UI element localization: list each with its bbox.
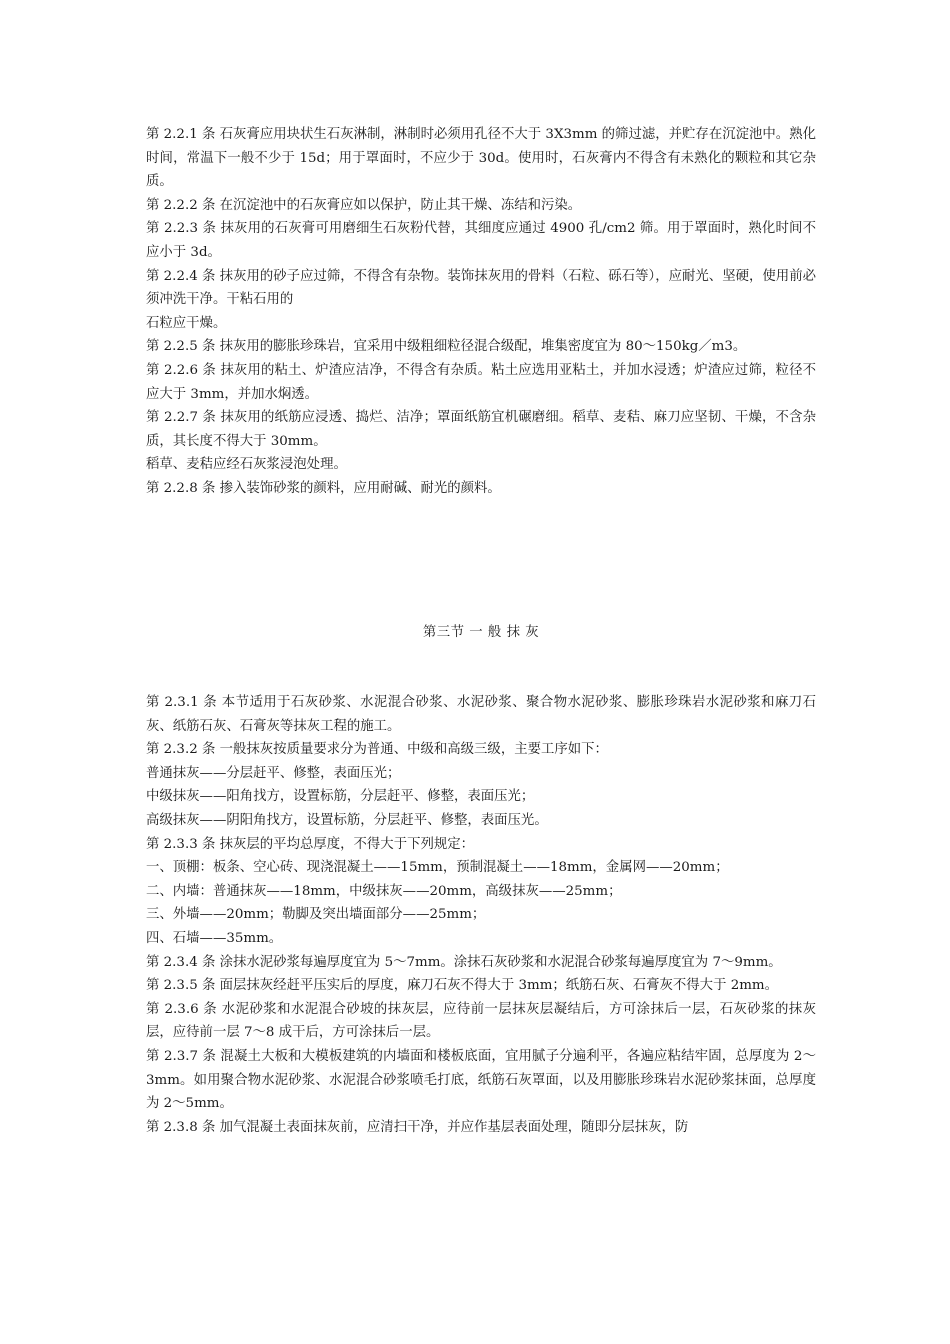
clause-2-2-1: 第 2.2.1 条 石灰膏应用块状生石灰淋制，淋制时必须用孔径不大于 3X3mm 的筛过滤，并贮存在沉淀池中。熟化时间，常温下一般不少于 15d；用于罩面时，不应少于 30d。使用时，石灰膏内不得含有未熟化的颗粒和其它杂质。 bbox=[146, 127, 816, 190]
thickness-stone-wall: 四、石墙——35mm。 bbox=[146, 930, 283, 946]
section-2-3-body bbox=[146, 691, 816, 1139]
clause-2-2-8: 第 2.2.8 条 掺入装饰砂浆的颜料，应用耐碱、耐光的颜料。 bbox=[146, 480, 501, 496]
thickness-ceiling: 一、顶棚：板条、空心砖、现浇混凝土——15mm，预制混凝土——18mm，金属网——20mm； bbox=[146, 860, 729, 876]
clause-2-2-2: 第 2.2.2 条 在沉淀池中的石灰膏应如以保护，防止其干燥、冻结和污染。 bbox=[146, 197, 582, 213]
thickness-exterior-wall: 三、外墙——20mm；勒脚及突出墙面部分——25mm； bbox=[146, 907, 486, 923]
clause-2-3-4: 第 2.3.4 条 涂抹水泥砂浆每遍厚度宜为 5～7mm。涂抹石灰砂浆和水泥混合砂浆每遍厚度宜为 7～9mm。 bbox=[146, 954, 782, 970]
clause-2-3-1: 第 2.3.1 条 本节适用于石灰砂浆、水泥混合砂浆、水泥砂浆、聚合物水泥砂浆、膨胀珍珠岩水泥砂浆和麻刀石灰、纸筋石灰、石膏灰等抹灰工程的施工。 bbox=[146, 695, 816, 734]
clause-2-3-3: 第 2.3.3 条 抹灰层的平均总厚度，不得大于下列规定： bbox=[146, 836, 475, 852]
section-2-2-body bbox=[146, 123, 816, 501]
clause-2-2-7: 第 2.2.7 条 抹灰用的纸筋应浸透、捣烂、洁净；罩面纸筋宜机碾磨细。稻草、麦秸、麻刀应坚韧、干燥，不含杂质，其长度不得大于 30mm。 bbox=[146, 410, 816, 449]
clause-2-3-2: 第 2.3.2 条 一般抹灰按质量要求分为普通、中级和高级三级，主要工序如下： bbox=[146, 742, 608, 758]
clause-2-2-5: 第 2.2.5 条 抹灰用的膨胀珍珠岩，宜采用中级粗细粒径混合级配，堆集密度宜为 80～150kg／m3。 bbox=[146, 339, 747, 355]
clause-2-3-6: 第 2.3.6 条 水泥砂浆和水泥混合砂坡的抹灰层，应待前一层抹灰层凝结后，方可涂抹后一层，石灰砂浆的抹灰层，应待前一层 7～8 成干后，方可涂抹后一层。 bbox=[146, 1001, 816, 1041]
grade-high: 高级抹灰——阴阳角找方，设置标筋，分层赶平、修整，表面压光。 bbox=[146, 812, 548, 828]
clause-2-3-5: 第 2.3.5 条 面层抹灰经赶平压实后的厚度，麻刀石灰不得大于 3mm；纸筋石灰、石膏灰不得大于 2mm。 bbox=[146, 978, 779, 994]
grade-medium: 中级抹灰——阳角找方，设置标筋，分层赶平、修整，表面压光； bbox=[146, 789, 535, 805]
clause-2-3-7: 第 2.3.7 条 混凝土大板和大模板建筑的内墙面和楼板底面，宜用腻子分遍利平，各遍应粘结牢固，总厚度为 2～3mm。如用聚合物水泥砂浆、水泥混合砂浆喷毛打底，纸筋石灰罩面，以及用膨胀珍珠岩水泥砂浆抹面，总厚度为 2～5mm。 bbox=[146, 1048, 816, 1112]
clause-2-2-4: 第 2.2.4 条 抹灰用的砂子应过筛，不得含有杂物。装饰抹灰用的骨料（石粒、砾石等），应耐光、坚硬，使用前必须冲洗干净。干粘石用的 bbox=[146, 268, 816, 308]
clause-2-2-7-continued: 稻草、麦秸应经石灰浆浸泡处理。 bbox=[146, 457, 347, 473]
grade-normal: 普通抹灰——分层赶平、修整，表面压光； bbox=[146, 765, 401, 781]
clause-2-2-4-continued: 石粒应干燥。 bbox=[146, 315, 227, 331]
clause-2-2-3: 第 2.2.3 条 抹灰用的石灰膏可用磨细生石灰粉代替，其细度应通过 4900 孔/cm2 筛。用于罩面时，熟化时间不应小于 3d。 bbox=[146, 221, 816, 260]
clause-2-2-6: 第 2.2.6 条 抹灰用的粘土、炉渣应洁净，不得含有杂质。粘土应选用亚粘土，并加水浸透；炉渣应过筛，粒径不应大于 3mm，并加水焖透。 bbox=[146, 362, 816, 402]
thickness-interior-wall: 二、内墙：普通抹灰——18mm，中级抹灰——20mm，高级抹灰——25mm； bbox=[146, 883, 622, 899]
clause-2-3-8: 第 2.3.8 条 加气混凝土表面抹灰前，应清扫干净，并应作基层表面处理，随即分层抹灰，防 bbox=[146, 1119, 689, 1135]
section-heading: 第三节 一 般 抹 灰 bbox=[422, 625, 540, 640]
